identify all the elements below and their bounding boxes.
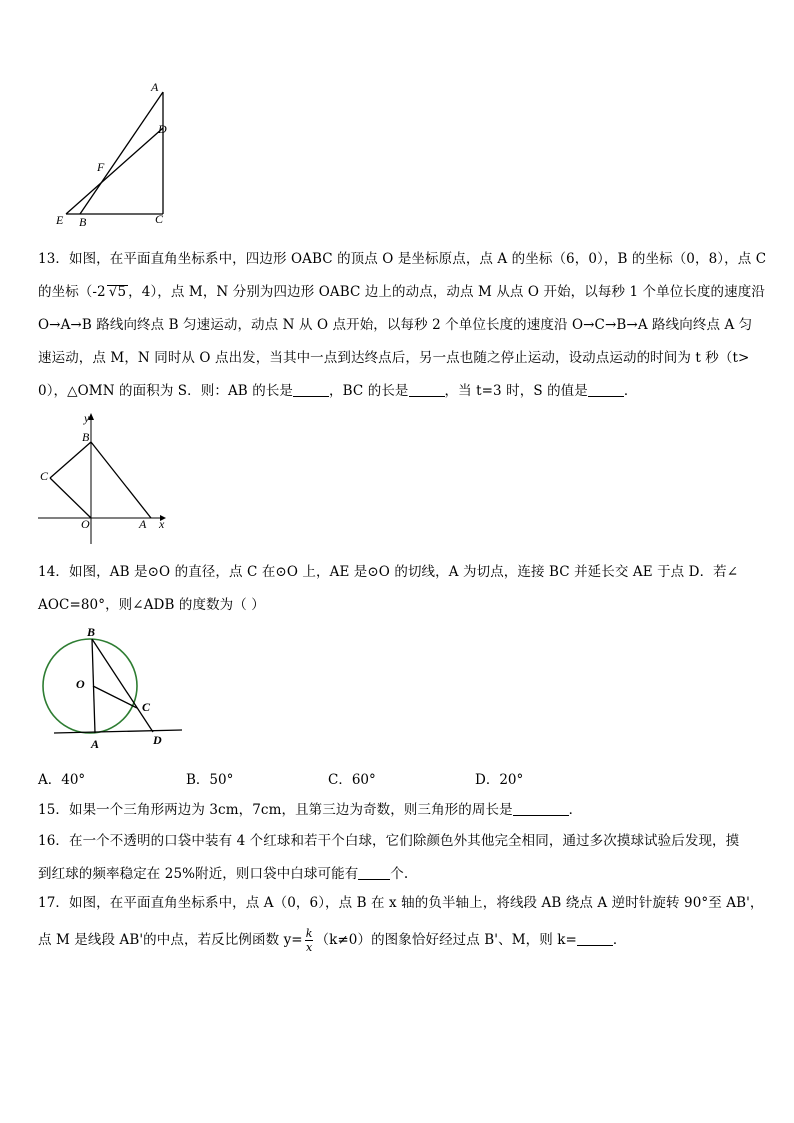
label-a: A xyxy=(151,80,159,94)
figure-q12 xyxy=(50,78,180,228)
label-o: O xyxy=(76,677,85,691)
fraction-k-over-x: $\frac{k}{x}$ xyxy=(305,927,313,954)
sqrt-sign: √5 xyxy=(108,284,127,300)
option-b[interactable]: B．50° xyxy=(186,772,234,788)
q13-line3: O→A→B 路线向终点 B 匀速运动，动点 N 从 O 点开始，以每秒 2 个单位长度的速度沿 O→C→B→A 路线向终点 A 匀 xyxy=(38,317,753,333)
label-f: F xyxy=(97,160,105,174)
label-o: O xyxy=(81,517,90,531)
blank-white-balls[interactable] xyxy=(358,866,390,881)
blank-k[interactable] xyxy=(577,932,613,947)
segment-ab xyxy=(80,92,163,214)
q13-line2: 的坐标（-2 √5 ，4），点 M，N 分别为四边形 OABC 边上的动点，动点 M 从点 O 开始，以每秒 1 个单位长度的速度沿 xyxy=(38,284,765,300)
label-x: x xyxy=(159,517,165,531)
q17-line1: 17．如图，在平面直角坐标系中，点 A（0，6），点 B 在 x 轴的负半轴上，将线段 AB 绕点 A 逆时针旋转 90°至 AB'， xyxy=(38,895,764,911)
q13-line4: 速运动，点 M，N 同时从 O 点出发，当其中一点到达终点后，另一点也随之停止运动，设动点运动的时间为 t 秒（t> xyxy=(38,350,750,366)
segment-ab xyxy=(91,442,151,518)
q14-line2: AOC=80°，则∠ADB 的度数为（ ） xyxy=(38,597,265,613)
figure-q14 xyxy=(40,622,190,752)
question-16 xyxy=(38,825,760,891)
option-d[interactable]: D．20° xyxy=(475,772,524,788)
label-b: B xyxy=(87,625,96,639)
q17-line2: 点 M 是线段 AB'的中点，若反比例函数 y= $\frac{k}{x}$ （k≠0）的图象恰好经过点 B'、M，则 k= ． xyxy=(38,927,627,954)
blank-s[interactable] xyxy=(588,383,624,398)
segment-bc xyxy=(50,442,91,478)
question-15: 15．如果一个三角形两边为 3cm，7cm，且第三边为奇数，则三角形的周长是 ． xyxy=(38,802,583,818)
label-y: y xyxy=(84,411,90,425)
q13-line1: 13．如图，在平面直角坐标系中，四边形 OABC 的顶点 O 是坐标原点，点 A 的坐标（6，0），B 的坐标（0，8），点 C xyxy=(38,251,767,267)
segment-co xyxy=(50,478,91,518)
label-b: B xyxy=(79,215,87,229)
q16-line2: 到红球的频率稳定在 25%附近，则口袋中白球可能有 个. xyxy=(38,866,409,882)
blank-ab[interactable] xyxy=(293,383,329,398)
question-17 xyxy=(38,887,764,957)
label-c: C xyxy=(155,212,164,226)
option-a[interactable]: A．40° xyxy=(38,772,86,788)
q16-line1: 16．在一个不透明的口袋中装有 4 个红球和若干个白球，它们除颜色外其他完全相同，通过多次摸球试验后发现，摸 xyxy=(38,833,740,849)
q13-line5: 0），△OMN 的面积为 S．则：AB 的长是 ，BC 的长是 ，当 t=3 时，S 的值是 ． xyxy=(38,383,638,399)
option-c[interactable]: C．60° xyxy=(328,772,376,788)
segment-ed xyxy=(66,128,163,214)
blank-bc[interactable] xyxy=(409,383,445,398)
q14-options xyxy=(38,768,638,788)
label-b: B xyxy=(82,430,90,444)
figure-q13 xyxy=(36,410,176,545)
label-d: D xyxy=(158,122,167,136)
question-13 xyxy=(38,243,767,408)
blank-perimeter[interactable] xyxy=(513,802,569,817)
label-d: D xyxy=(153,733,162,747)
label-c: C xyxy=(40,469,49,483)
q14-line1: 14．如图，AB 是⊙O 的直径，点 C 在⊙O 上，AE 是⊙O 的切线，A 为切点，连接 BC 并延长交 AE 于点 D．若∠ xyxy=(38,564,739,580)
question-14 xyxy=(38,556,760,622)
label-e: E xyxy=(56,213,64,227)
label-a: A xyxy=(91,737,100,751)
label-c: C xyxy=(142,700,151,714)
label-a: A xyxy=(139,517,147,531)
